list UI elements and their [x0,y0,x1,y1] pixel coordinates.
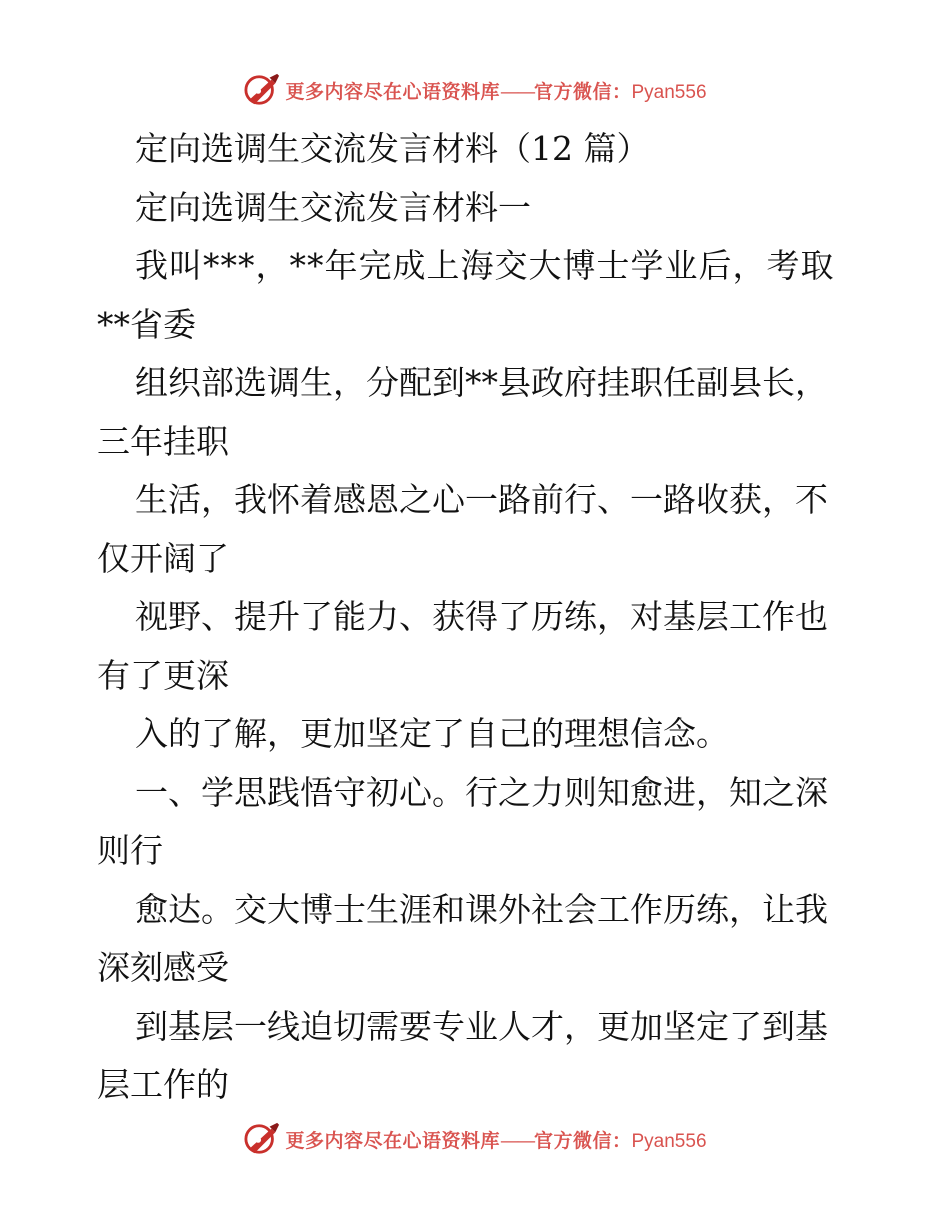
banner-main-text: 更多内容尽在心语资料库 [285,1129,500,1152]
banner-main-text: 更多内容尽在心语资料库 [285,80,500,103]
paragraph-line: 深刻感受 [97,948,229,987]
banner-text [285,1126,706,1153]
pen-logo-icon [243,1121,281,1157]
paragraph-line: 三年挂职 [97,421,229,461]
paragraph-line: 到基层一线迫切需要专业人才，更加坚定了到基 [135,1006,828,1046]
banner-content [243,1121,706,1157]
banner-wechat-label: 官方微信： [533,1129,632,1152]
paragraph-line: **省委 [97,304,196,344]
banner-dash: —— [499,80,534,103]
document-body [97,120,867,1115]
footer-banner [0,1119,950,1159]
paragraph-line: 有了更深 [97,655,229,695]
paragraph-line: 生活，我怀着感恩之心一路前行、一路收获，不 [135,480,828,519]
paragraph-line: 愈达。交大博士生涯和课外社会工作历练，让我 [135,889,828,929]
paragraph-line: 组织部选调生，分配到**县政府挂职任副县长， [135,363,828,402]
paragraph-line: 仅开阔了 [97,538,229,578]
pen-logo-icon [243,72,281,108]
paragraph-line: 入的了解，更加坚定了自己的理想信念。 [135,714,729,753]
banner-dash: —— [499,1129,534,1152]
section-heading: 定向选调生交流发言材料一 [135,187,531,227]
banner-wechat-label: 官方微信： [533,80,632,103]
paragraph-line: 我叫***，**年完成上海交大博士学业后，考取 [135,246,835,285]
banner-content [243,72,706,108]
banner-wechat-id: Pyan556 [631,1130,707,1152]
paragraph-line: 则行 [97,831,163,870]
header-banner [0,70,950,110]
paragraph-line: 一、学思践悟守初心。行之力则知愈进，知之深 [135,772,828,812]
paragraph-line: 层工作的 [97,1065,229,1104]
banner-text [285,77,706,104]
banner-wechat-id: Pyan556 [631,81,707,103]
paragraph-line: 视野、提升了能力、获得了历练，对基层工作也 [135,597,828,636]
document-title: 定向选调生交流发言材料（12 篇） [135,129,650,168]
